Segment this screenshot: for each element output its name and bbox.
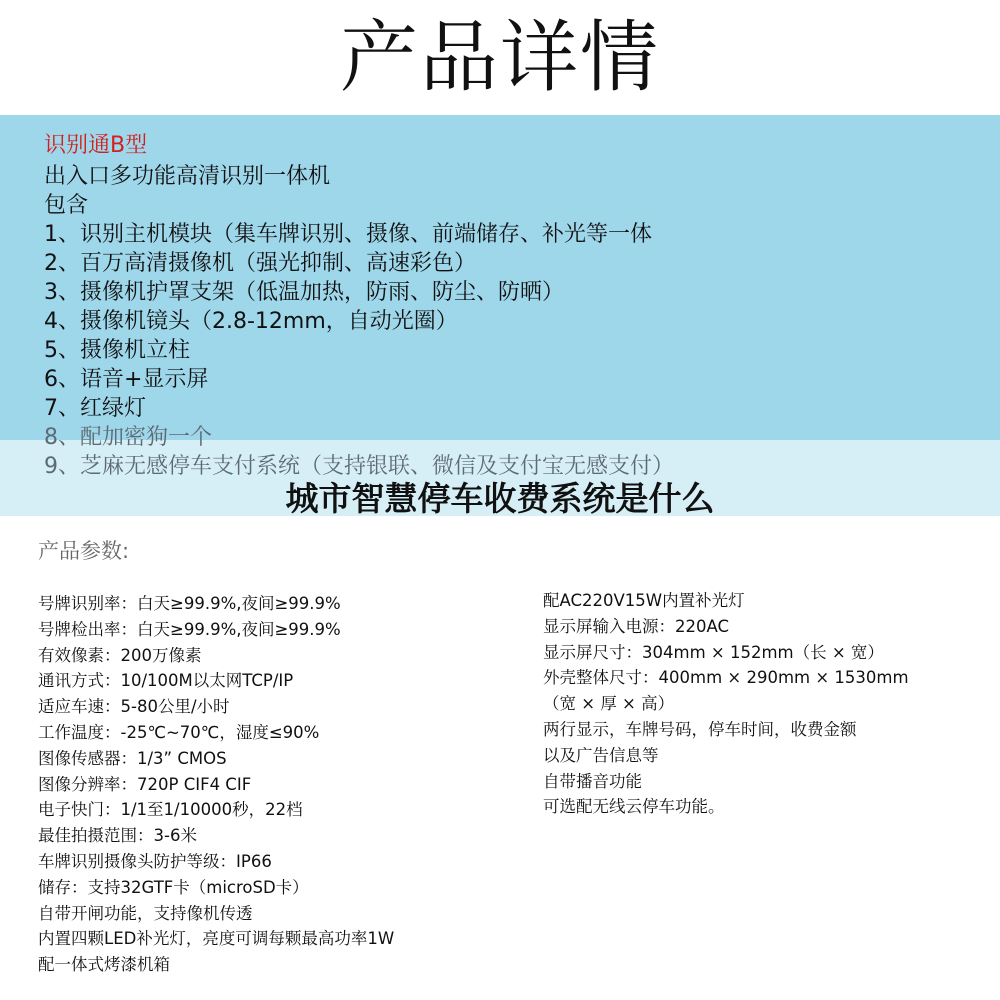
param-item: 图像分辨率：720P CIF4 CIF [38,774,252,794]
param-item: 通讯方式：10/100M以太网TCP/IP [38,671,294,691]
intro-line: 3、摄像机护罩支架（低温加热，防雨、防尘、防晒） [44,280,564,305]
param-item: 可选配无线云停车功能。 [543,797,725,817]
params-title: 产品参数: [38,539,130,563]
param-item: 工作温度：-25℃~70℃，湿度≤90% [38,722,320,742]
param-item: 自带开闸功能，支持像机传透 [38,903,253,923]
param-item: 外壳整体尺寸：400mm × 290mm × 1530mm [543,668,909,688]
intro-line: 5、摄像机立柱 [44,338,190,363]
intro-line: 4、摄像机镜头（2.8-12mm，自动光圈） [44,309,458,334]
overlay-question-title: 城市智慧停车收费系统是什么 [285,479,715,518]
param-item: 以及广告信息等 [543,745,659,765]
param-item: 电子快门：1/1至1/10000秒，22档 [38,800,303,820]
param-item: 适应车速：5-80公里/小时 [38,697,230,717]
intro-content [44,132,674,481]
param-item: 有效像素：200万像素 [38,645,202,665]
param-item: 自带播音功能 [543,771,642,791]
intro-line: 2、百万高清摄像机（强光抑制、高速彩色） [44,251,476,276]
intro-line: 包含 [44,193,89,218]
param-item: 号牌检出率：白天≥99.9%,夜间≥99.9% [38,619,341,639]
intro-line: 9、芝麻无感停车支付系统（支持银联、微信及支付宝无感支付） [44,454,674,479]
model-name: 识别通B型 [44,133,148,158]
intro-line: 8、配加密狗一个 [44,425,212,450]
param-item: 号牌识别率：白天≥99.9%,夜间≥99.9% [38,594,341,613]
param-item: 内置四颗LED补光灯，亮度可调每颗最高功率1W [38,929,395,949]
param-item: 配AC220V15W内置补光灯 [543,591,745,610]
param-item: 车牌识别摄像头防护等级：IP66 [38,851,272,871]
param-item: 图像传感器：1/3” CMOS [38,748,227,768]
intro-line: 出入口多功能高清识别一体机 [44,164,331,189]
param-item: 显示屏尺寸：304mm × 152mm（长 × 宽） [543,642,884,662]
intro-line: 6、语音+显示屏 [44,367,209,392]
param-item: 储存：支持32GTF卡（microSD卡） [38,877,309,897]
param-item: （宽 × 厚 × 高） [543,694,675,714]
params-left-column [38,591,394,978]
param-item: 最佳拍摄范围：3-6米 [38,826,197,846]
param-item: 两行显示，车牌号码，停车时间，收费金额 [543,719,857,739]
param-item: 配一体式烤漆机箱 [38,955,170,975]
params-right-column [543,588,909,820]
param-item: 显示屏输入电源：220AC [543,616,730,636]
page-title: 产品详情 [339,13,660,103]
intro-line: 1、识别主机模块（集车牌识别、摄像、前端储存、补光等一体 [44,222,652,247]
intro-line: 7、红绿灯 [44,396,146,421]
header-bar [0,0,1000,116]
